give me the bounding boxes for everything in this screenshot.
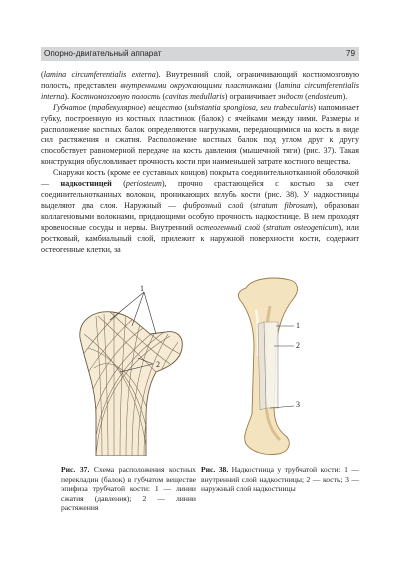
figure-37-caption: Рис. 37. Схема расположения костных перекладин (балок) в губчатом веществе эпифиза трубчатой кости: 1 — линии сжатия (давления); 2 — линии растяжения <box>61 465 196 513</box>
figure-38-caption: Рис. 38. Надкостница у трубчатой кости: 1 — внутренний слой надкостницы; 2 — кость; 3 — наружный слой надкостницы <box>201 465 359 494</box>
figure-38-label-3: 3 <box>296 400 300 409</box>
figure-37-label-1: 1 <box>140 284 144 293</box>
paragraph-3: Снаружи кость (кроме ее суставных концов) покрыта соединительнотканной оболочкой — надкостницей (periosteum), прочно срастающейся с костью за счет соединительнотканных волокон, проникающих вглубь кости (рис. 38). У надкостницы выделяют два слоя. Наружный — фиброзный слой (stratum fibrosum), образован коллагеновыми волокнами, придающими особую прочность надкостнице. В нем проходят кровеносные сосуды и нервы. Внутренний остеогенный слой (stratum osteogenicum), или ростковый, камбиальный слой, прилежит к наружной поверхности кости, содержит остеогенные клетки, за <box>41 168 360 254</box>
figure-37-epiphysis-diagram <box>60 276 210 456</box>
body-text <box>41 70 359 255</box>
figure-38-bone-periosteum <box>218 276 338 460</box>
figure-38-label-2: 2 <box>296 341 300 350</box>
figure-37-label-2: 2 <box>156 360 160 369</box>
paragraph-2: Губчатое (трабекулярное) вещество (substantia spongiosa, seu trabecularis) напоминает губку, построенную из костных пластинок (балок) с ячейками между ними. Размеры и расположение костных балок определяются нагрузками, передающимися на кость в виде сил растяжения и сжатия. Расположение костных балок под углом друг к другу способствует равномерной передаче на кость давления (мышечной тяги) (рис. 37). Такая конструкция обусловливает прочность кости при наименьшей затрате костного вещества. <box>41 102 360 167</box>
paragraph-1: (lamina circumferentialis externa). Внутренний слой, ограничивающий костномозговую полость, представлен внутренними окружающими пластинками (lamina circumferentialis interna). Костномозговую полость (cavitas medullaris) ограничивает эндост (endosteum). <box>41 70 360 101</box>
figure-38-label-1: 1 <box>296 321 300 330</box>
page-number: 79 <box>345 49 355 58</box>
section-title: Опорно-двигательный аппарат <box>44 49 162 58</box>
running-header <box>41 47 359 61</box>
